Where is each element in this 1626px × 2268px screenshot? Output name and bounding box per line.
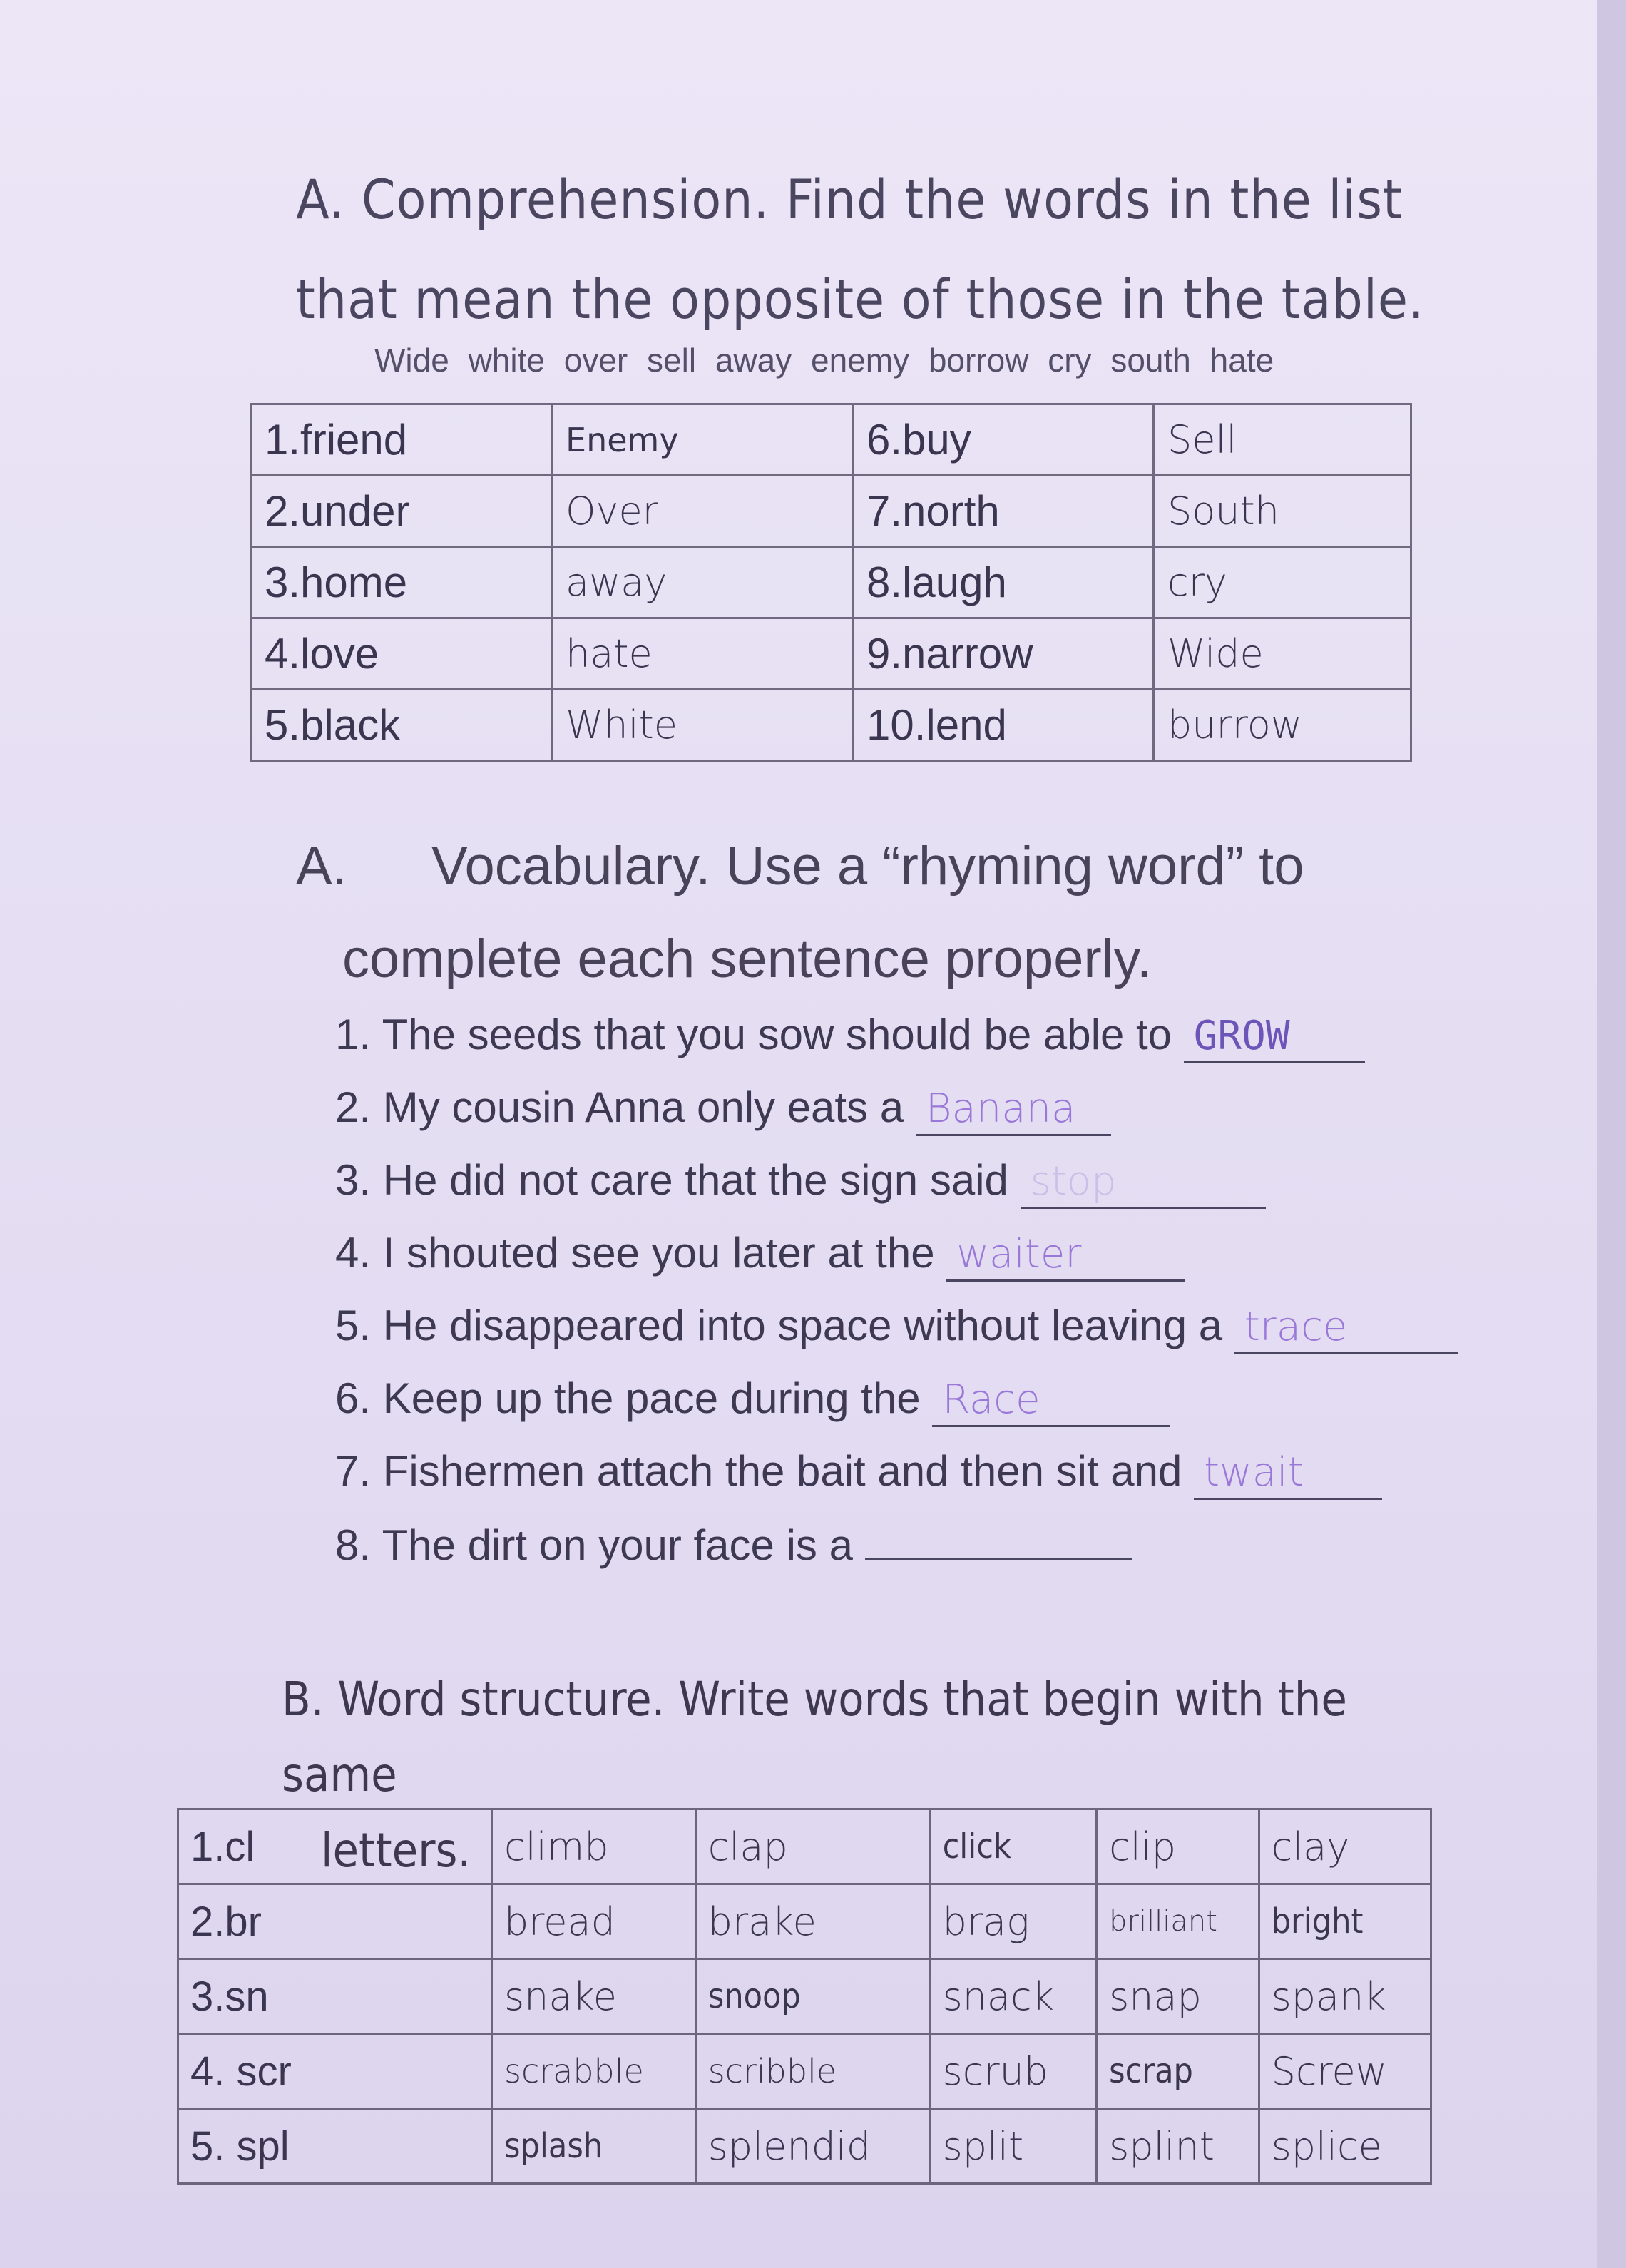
table-row (178, 1809, 1431, 1884)
list-item (335, 1217, 1458, 1289)
sentence-text: 2. My cousin Anna only eats a (335, 1083, 904, 1131)
word-cell: climb (492, 1809, 696, 1884)
list-item (335, 1071, 1458, 1144)
prefix-cell: 4. scr (178, 2034, 492, 2109)
sentence-text: 4. I shouted see you later at the (335, 1229, 935, 1277)
list-item (335, 1362, 1458, 1435)
word-structure-table (177, 1808, 1432, 2185)
page-edge (1597, 0, 1626, 2268)
word-cell: bright (1259, 1884, 1431, 1959)
answer-blank[interactable]: GROW (1184, 1011, 1365, 1063)
sentence-text: 1. The seeds that you sow should be able to (335, 1011, 1172, 1058)
word-cell: snap (1097, 1959, 1259, 2034)
table-cell-answer: hate (552, 618, 853, 690)
table-cell-word: 3.home (251, 547, 552, 618)
table-cell-answer: away (552, 547, 853, 618)
word-cell: snack (930, 1959, 1097, 2034)
word-cell: scribble (695, 2034, 930, 2109)
table-cell-word: 2.under (251, 476, 552, 547)
word-cell: splice (1259, 2109, 1431, 2184)
table-cell-word: 7.north (853, 476, 1154, 547)
prefix-cell: 5. spl (178, 2109, 492, 2184)
word-structure-heading-line2: letters. (321, 1823, 471, 1878)
table-cell-word: 1.friend (251, 404, 552, 476)
comprehension-title: A. Comprehension. Find the words in the list that mean the opposite of those in the table. (296, 168, 1425, 331)
prefix-cell: 2.br (178, 1884, 492, 1959)
table-cell-word: 9.narrow (853, 618, 1154, 690)
rhyme-sentence-list (335, 998, 1458, 1580)
list-item (335, 1289, 1458, 1362)
word-cell: Screw (1259, 2034, 1431, 2109)
sentence-text: 8. The dirt on your face is a (335, 1521, 853, 1569)
table-row (178, 1884, 1431, 1959)
table-row (251, 618, 1411, 690)
word-cell: split (930, 2109, 1097, 2184)
table-cell-word: 8.laugh (853, 547, 1154, 618)
answer-blank[interactable]: trace (1234, 1302, 1458, 1354)
word-list: Wide white over sell away enemy borrow cry south hate (374, 342, 1274, 379)
table-row (178, 1959, 1431, 2034)
vocabulary-heading-line1: Vocabulary. Use a “rhyming word” to (431, 836, 1304, 897)
table-cell-answer: Enemy (552, 404, 853, 476)
word-cell: scrabble (492, 2034, 696, 2109)
table-cell-answer: Sell (1154, 404, 1411, 476)
table-row (178, 2109, 1431, 2184)
vocabulary-heading (296, 820, 1508, 1006)
prefix-cell: 3.sn (178, 1959, 492, 2034)
word-cell: click (930, 1809, 1097, 1884)
table-row (251, 404, 1411, 476)
list-item (335, 1435, 1458, 1508)
word-structure-heading-line1: B. Word structure. Write words that begin with the same (282, 1672, 1347, 1802)
table-cell-answer: burrow (1154, 690, 1411, 761)
word-cell: clay (1259, 1809, 1431, 1884)
sentence-text: 7. Fishermen attach the bait and then sit and (335, 1447, 1182, 1495)
answer-blank[interactable]: stop (1021, 1157, 1266, 1209)
table-cell-word: 4.love (251, 618, 552, 690)
answer-blank[interactable]: twait (1194, 1448, 1382, 1500)
word-cell: snoop (695, 1959, 930, 2034)
table-cell-answer: South (1154, 476, 1411, 547)
list-item (335, 1508, 1458, 1580)
word-cell: brilliant (1097, 1884, 1259, 1959)
word-cell: clap (695, 1809, 930, 1884)
word-cell: scrub (930, 2034, 1097, 2109)
word-cell: splint (1097, 2109, 1259, 2184)
answer-blank[interactable]: Race (932, 1375, 1170, 1427)
table-cell-answer: cry (1154, 547, 1411, 618)
list-item (335, 1144, 1458, 1217)
word-cell: scrap (1097, 2034, 1259, 2109)
table-cell-word: 5.black (251, 690, 552, 761)
vocabulary-label: A. (296, 836, 347, 897)
list-item (335, 998, 1458, 1071)
prefix-cell: 1.cl (178, 1809, 492, 1884)
opposites-table (250, 403, 1412, 762)
table-row (178, 2034, 1431, 2109)
sentence-text: 6. Keep up the pace during the (335, 1374, 921, 1422)
word-cell: splendid (695, 2109, 930, 2184)
vocabulary-heading-line2: complete each sentence properly. (342, 929, 1152, 989)
table-row (251, 547, 1411, 618)
sentence-text: 5. He disappeared into space without leaving a (335, 1302, 1223, 1349)
word-cell: snake (492, 1959, 696, 2034)
table-cell-word: 10.lend (853, 690, 1154, 761)
word-cell: brag (930, 1884, 1097, 1959)
word-cell: clip (1097, 1809, 1259, 1884)
table-cell-answer: Wide (1154, 618, 1411, 690)
word-cell: bread (492, 1884, 696, 1959)
word-cell: splash (492, 2109, 696, 2184)
answer-blank[interactable] (865, 1508, 1132, 1560)
table-cell-answer: White (552, 690, 853, 761)
table-cell-answer: Over (552, 476, 853, 547)
table-row (251, 476, 1411, 547)
answer-blank[interactable]: Banana (916, 1084, 1111, 1136)
table-row (251, 690, 1411, 761)
sentence-text: 3. He did not care that the sign said (335, 1156, 1008, 1204)
word-cell: spank (1259, 1959, 1431, 2034)
word-cell: brake (695, 1884, 930, 1959)
answer-blank[interactable]: waiter (946, 1230, 1185, 1282)
table-cell-word: 6.buy (853, 404, 1154, 476)
